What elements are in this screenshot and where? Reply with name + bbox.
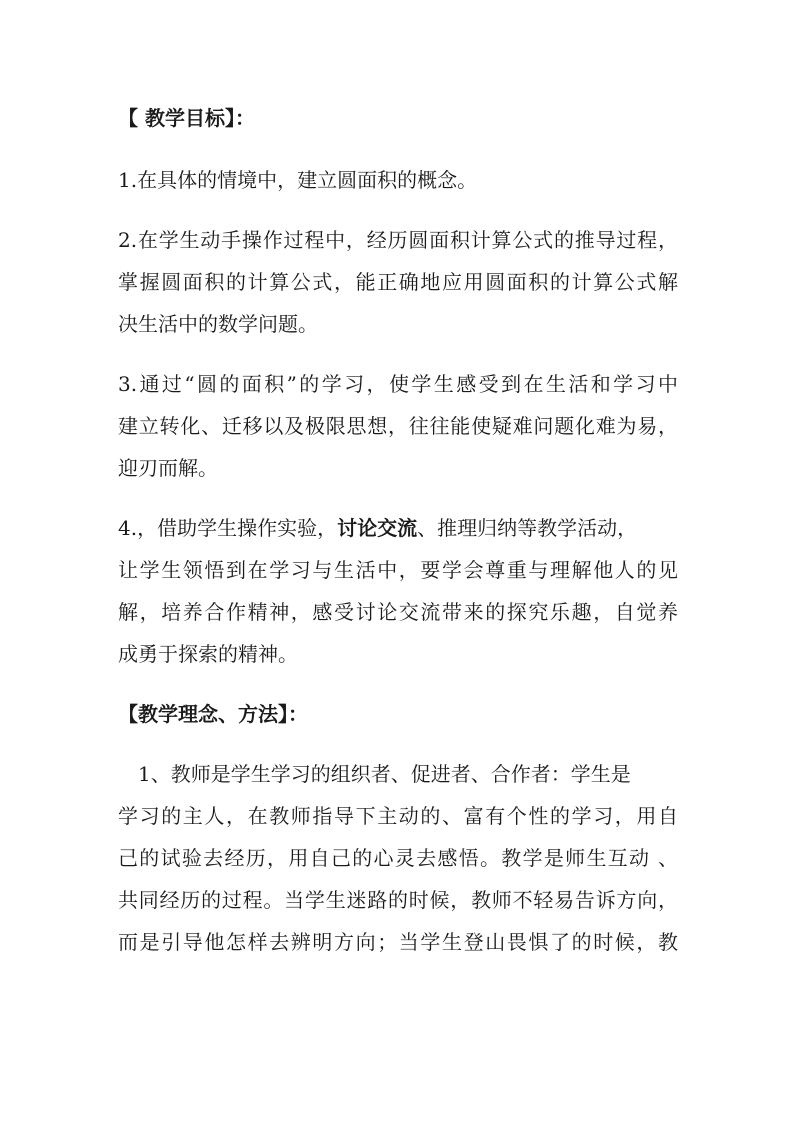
goal-3-line-1: 3.通过“圆的面积”的学习，使学生感受到在生活和学习中 xyxy=(118,372,678,396)
goal-4-pre: 4.，借助学生操作实验， xyxy=(118,516,338,540)
goal-4-post: 、推理归纳等教学活动， xyxy=(417,516,638,540)
goal-2-line-3: 决生活中的数学问题。 xyxy=(118,312,318,336)
goal-3-line-3: 迎刃而解。 xyxy=(118,456,218,480)
goal-3-line-2: 建立转化、迁移以及极限思想，往往能使疑难问题化难为易， xyxy=(118,414,678,438)
principle-1-line-5: 而是引导他怎样去辨明方向；当学生登山畏惧了的时候，教 xyxy=(118,930,678,954)
goal-4-line-2: 让学生领悟到在学习与生活中，要学会尊重与理解他人的见 xyxy=(118,558,678,582)
goal-2-line-1: 2.在学生动手操作过程中，经历圆面积计算公式的推导过程， xyxy=(118,228,678,252)
principle-1-line-1: 1、教师是学生学习的组织者、促进者、合作者：学生是 xyxy=(138,762,631,786)
heading-teaching-principles: 【教学理念、方法】： xyxy=(118,702,308,726)
goal-2-line-2: 掌握圆面积的计算公式，能正确地应用圆面积的计算公式解 xyxy=(118,270,678,294)
goal-4-bold: 讨论交流 xyxy=(337,516,418,540)
goal-4-line-4: 成勇于探索的精神。 xyxy=(118,642,298,666)
principle-1-line-3: 己的试验去经历，用自己的心灵去感悟。教学是师生互动 、 xyxy=(118,846,678,870)
principle-1-line-2: 学习的主人，在教师指导下主动的、富有个性的学习，用自 xyxy=(118,804,678,828)
goal-4-line-1 xyxy=(118,514,678,542)
heading-teaching-goals: 【 教学目标】： xyxy=(118,106,255,130)
goal-4-line-3: 解，培养合作精神，感受讨论交流带来的探究乐趣，自觉养 xyxy=(118,600,678,624)
principle-1-line-4: 共同经历的过程。当学生迷路的时候，教师不轻易告诉方向， xyxy=(118,888,678,912)
goal-1-line-1: 1.在具体的情境中，建立圆面积的概念。 xyxy=(118,168,478,192)
